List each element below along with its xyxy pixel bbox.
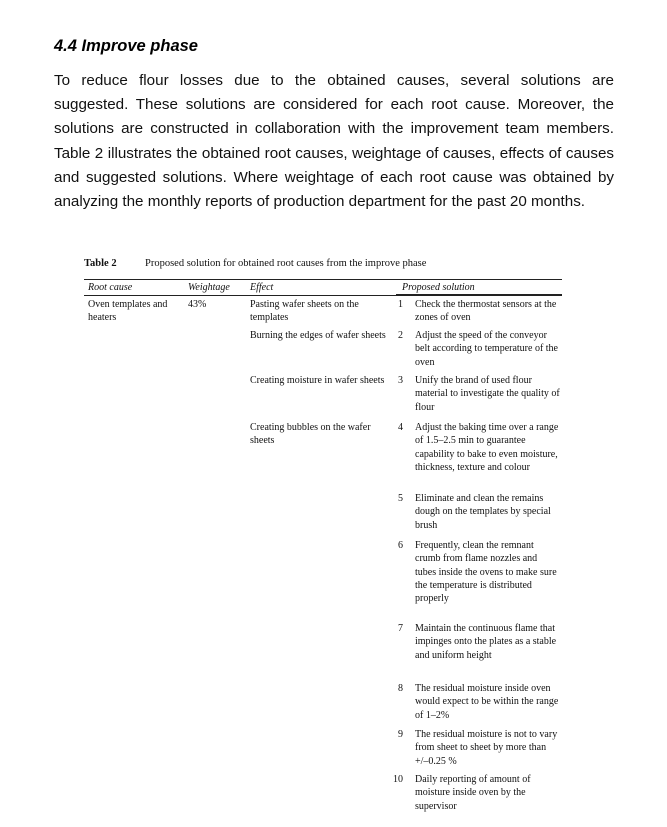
solution-number-2: 2 bbox=[398, 330, 403, 341]
section-paragraph: To reduce flour losses due to the obtained causes, several solutions are suggested. These solutions are considered for each root cause. Moreover, the solutions are constructed in collaboration with the improvement team members. Table 2 illustrates the obtained root causes, weightage of causes, effects of causes and suggested solutions. Where weightage of each root cause was obtained by analyzing the monthly reports of production department for the past 20 months. bbox=[54, 72, 614, 211]
table-body bbox=[84, 296, 562, 821]
solution-text-3: Unify the brand of used flour material to investigate the quality of flour bbox=[415, 375, 560, 413]
header-solution-underline bbox=[396, 294, 562, 295]
solution-text-9: The residual moisture is not to vary from sheet to sheet by more than +/–0.25 % bbox=[415, 729, 558, 767]
solution-number-10: 10 bbox=[393, 774, 403, 785]
cell-effect-1: Pasting wafer sheets on the templates bbox=[250, 299, 359, 324]
solution-text-5: Eliminate and clean the remains dough on the templates by special brush bbox=[415, 493, 551, 531]
solution-number-6: 6 bbox=[398, 540, 403, 551]
solution-text-6: Frequently, clean the remnant crumb from flame nozzles and tubes inside the ovens to make sure the temperature is distributed properly bbox=[415, 540, 557, 605]
cell-weightage: 43% bbox=[188, 299, 207, 310]
table-header-row bbox=[84, 280, 562, 295]
solution-number-5: 5 bbox=[398, 493, 403, 504]
cell-root-cause: Oven templates and heaters bbox=[88, 299, 168, 324]
solution-text-2: Adjust the speed of the conveyor belt according to temperature of the oven bbox=[415, 330, 558, 368]
solution-number-8: 8 bbox=[398, 683, 403, 694]
table-label: Table 2 bbox=[84, 258, 117, 269]
header-proposed-solution: Proposed solution bbox=[402, 282, 475, 293]
solution-number-7: 7 bbox=[398, 623, 403, 634]
cell-effect-4: Creating bubbles on the wafer sheets bbox=[250, 422, 371, 447]
header-weightage: Weightage bbox=[188, 282, 230, 293]
solution-text-8: The residual moisture inside oven would expect to be within the range of 1–2% bbox=[415, 683, 559, 721]
solution-text-4: Adjust the baking time over a range of 1.5–2.5 min to guarantee capability to bake to even moisture, thickness, texture and colour bbox=[415, 422, 559, 473]
header-root-cause: Root cause bbox=[88, 282, 133, 293]
header-effect: Effect bbox=[250, 282, 274, 293]
section-heading: 4.4 Improve phase bbox=[54, 37, 198, 55]
table-caption bbox=[84, 257, 562, 279]
solution-number-4: 4 bbox=[398, 422, 403, 433]
cell-effect-2: Burning the edges of wafer sheets bbox=[250, 330, 386, 341]
table-caption-text: Proposed solution for obtained root causes from the improve phase bbox=[145, 258, 427, 269]
table-2 bbox=[84, 257, 562, 821]
solution-text-10: Daily reporting of amount of moisture inside oven by the supervisor bbox=[415, 774, 531, 812]
solution-number-1: 1 bbox=[398, 299, 403, 310]
solution-number-9: 9 bbox=[398, 729, 403, 740]
cell-effect-3: Creating moisture in wafer sheets bbox=[250, 375, 385, 386]
solution-text-1: Check the thermostat sensors at the zones of oven bbox=[415, 299, 557, 324]
solution-text-7: Maintain the continuous flame that impinges onto the plates as a stable and uniform height bbox=[415, 623, 557, 661]
solution-number-3: 3 bbox=[398, 375, 403, 386]
